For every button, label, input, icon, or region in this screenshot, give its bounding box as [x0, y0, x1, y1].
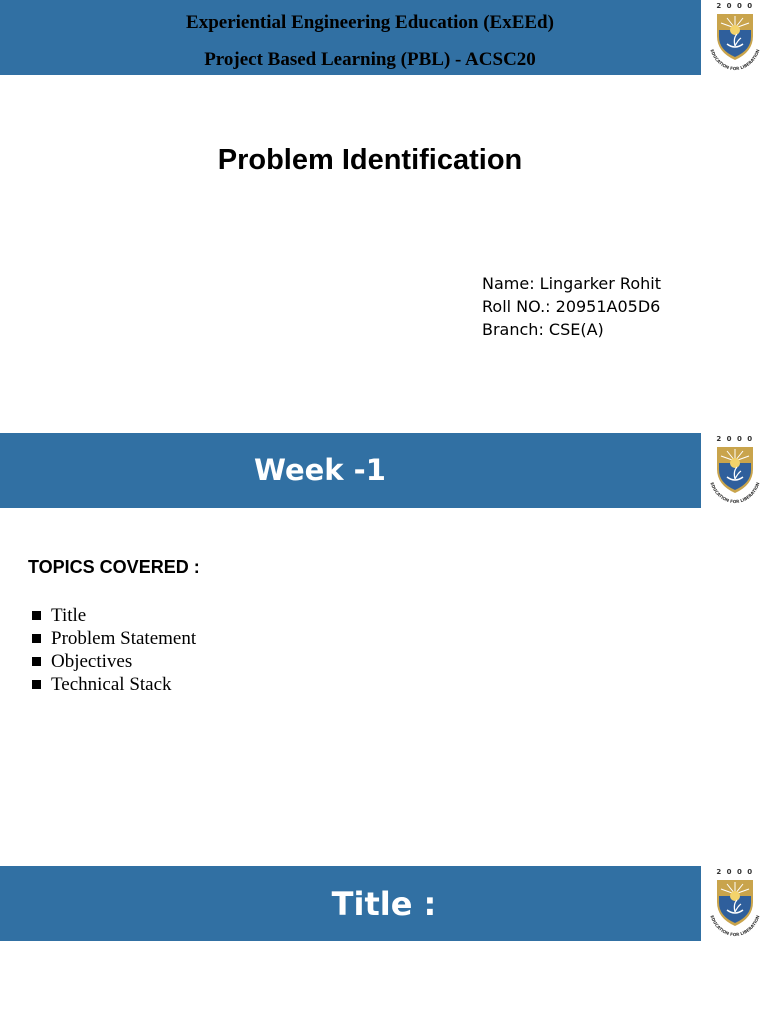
page-title: Problem Identification: [217, 144, 523, 176]
list-item: Title: [32, 604, 196, 627]
svg-text:2 0 0 0: 2 0 0 0: [716, 2, 754, 10]
header-line-1: Experiential Engineering Education (ExEEd): [186, 12, 554, 33]
institute-logo-icon: [705, 433, 765, 509]
list-item: Objectives: [32, 650, 196, 673]
square-bullet-icon: [32, 634, 41, 643]
title-heading: Title :: [331, 885, 437, 923]
svg-text:EDUCATION FOR LIBERATION: EDUCATION FOR LIBERATION: [709, 48, 761, 72]
student-info: [482, 272, 661, 341]
header-banner: [0, 0, 701, 75]
student-branch: Branch: CSE(A): [482, 320, 604, 339]
student-roll: Roll NO.: 20951A05D6: [482, 297, 661, 316]
square-bullet-icon: [32, 680, 41, 689]
square-bullet-icon: [32, 611, 41, 620]
institute-logo-icon: [705, 0, 765, 76]
student-name: Name: Lingarker Rohit: [482, 274, 661, 293]
header-line-2: Project Based Learning (PBL) - ACSC20: [204, 49, 536, 70]
topics-heading: TOPICS COVERED :: [28, 557, 200, 577]
list-item: Problem Statement: [32, 627, 196, 650]
square-bullet-icon: [32, 657, 41, 666]
svg-text:EDUCATION FOR LIBERATION: EDUCATION FOR LIBERATION: [709, 481, 761, 505]
institute-logo-icon: [705, 866, 765, 942]
svg-text:2 0 0 0: 2 0 0 0: [716, 435, 754, 443]
svg-text:2 0 0 0: 2 0 0 0: [716, 868, 754, 876]
topic-list: [32, 604, 196, 696]
list-item: Technical Stack: [32, 673, 196, 696]
week-heading: Week -1: [254, 453, 386, 487]
week-banner: [0, 433, 701, 508]
svg-text:EDUCATION FOR LIBERATION: EDUCATION FOR LIBERATION: [709, 914, 761, 938]
title-banner: [0, 866, 701, 941]
